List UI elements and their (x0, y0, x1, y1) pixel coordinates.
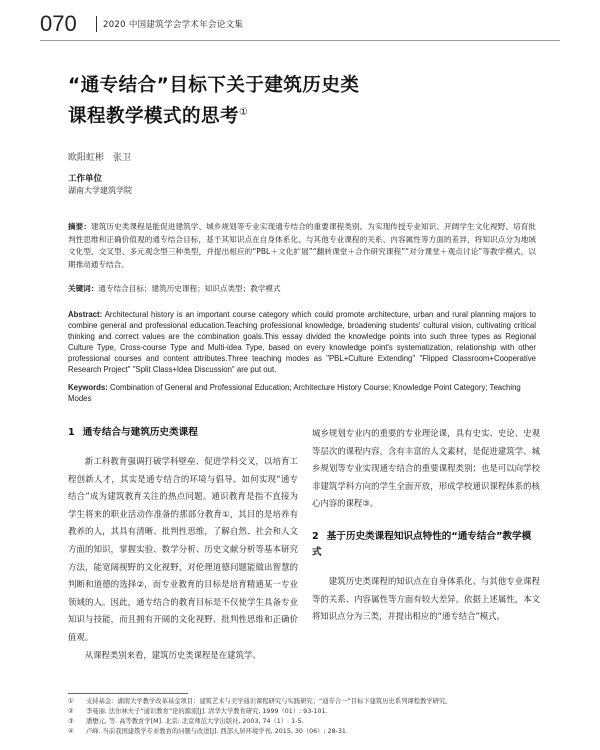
section-1-title: 通专结合与建筑历史类课程 (82, 427, 198, 438)
body-column-left (68, 425, 298, 664)
page-header (40, 10, 560, 38)
journal-title: 2020 中国建筑学会学术年会论文集 (103, 20, 244, 30)
footnote-mark: ③ (68, 718, 74, 725)
affiliation-name: 湖南大学建筑学院 (68, 186, 132, 195)
footnote-mark: ① (68, 698, 74, 705)
abstract-english (68, 309, 536, 375)
title-line-2 (68, 99, 528, 130)
footnote-item (68, 727, 538, 737)
title-line-1: “通专结合”目标下关于建筑历史类 (68, 75, 360, 96)
footnote-text: 潘懋元, 等. 高等教育学[M]. 北京: 北京师范大学出版社, 2003, 74（1）: 1-5. (86, 718, 304, 725)
footnote-text: 李曼丽. 法尔林夫子“通识教育”论的源流[J]. 清华大学教育研究, 1999（01）: 93-101. (86, 708, 328, 715)
body-column-right (312, 425, 540, 626)
abstract-en-label: Abstract: (68, 310, 103, 319)
section-1-paragraph-1: 新工科教育强调打破学科壁垒、促进学科交叉，以培育工程创新人才，其实是通专结合的环境与倡导。如何实现“通专结合”成为建筑教育关注的热点问题。通识教育是指不直接为学生将来的职业活动作准备的那部分教育①，其目的是培养有教养的人，其具有清晰、批判性思维，了解自然、社会和人文方面的知识，掌握实验、数学分析、历史文献分析等基本研究方法，能宽阔视野的文化视野，对伦理道德问题能做出智慧的判断和道德的选择②，而专业教育的目标是培育精通某一专业领域的人。因此，通专结合的教育目标是不仅使学生具备专业知识与技能，而且拥有开阔的文化视野、批判性思维和正确价值观。 (68, 456, 298, 642)
footnote-mark: ④ (68, 728, 74, 735)
footnote-text: 支持基金：湖南大学教学改革基金项目：建筑艺术与美学通识课程研究与实践研究；“通专合一”目标下建筑历史系列课程教学研究。 (86, 698, 452, 705)
footnote-text: 卢峰. 当前我国建筑学专业教育的问题与改进[J]. 西部人居环境学刊, 2015, 30（06）: 28-31. (86, 728, 348, 735)
keywords-en-label: Keywords: (68, 383, 108, 392)
page-number: 070 (40, 11, 77, 36)
header-divider (96, 16, 97, 32)
footnote-item (68, 707, 538, 717)
section-2-heading (312, 529, 540, 561)
keywords-chinese (68, 283, 536, 294)
footnotes (68, 697, 538, 737)
footnote-item (68, 717, 538, 727)
paper-title (68, 72, 528, 130)
section-2-number: 2 (312, 530, 319, 542)
title-footnote-mark: ① (239, 107, 249, 118)
keywords-en-text: Combination of General and Professional Education; Architecture History Course; Knowledge Point Category; Teaching Modes (68, 383, 521, 403)
abstract-en-text: Architectural history is an important course category which could promote architecture, urban and rural planning majors to combine general and professional education.Teaching professional knowledge, broadening students' cultural vision, cultivating critical thinking and correct values are the combination goals.This essay divided the knowledge points into such three types as Regional Culture Type, Cross-course Type and Multi-idea Type, based on every knowledge point's systematization, relationship with other professional courses and content attributes.Three teaching modes as "PBL+Culture Extending" "Flipped Classroom+Cooperative Research Project" "Split Class+Idea Discussion" are put out. (68, 310, 536, 374)
title-line-2-text: 课程教学模式的思考 (68, 106, 240, 128)
abstract-cn-text: 建筑历史类课程是能促进建筑学、城乡规划等专业实现通专结合的重要课程类别。为实现传授专业知识、开阔学生文化视野、培育批判性思维和正确价值观的通专结合目标，基于其知识点在自身体系化、与其他专业课程的关系、内容属性等方面的差异，将知识点分为地域文化型、交叉型、多元观念型三种类型，并提出相应的“PBL＋文化扩展”“翻转课堂＋合作研究课程”“对分课堂＋观点讨论”等教学模式，以期推动通专结合。 (68, 222, 537, 269)
footnote-item (68, 697, 538, 707)
footnote-mark: ② (68, 708, 74, 715)
section-2-paragraph-1: 建筑历史类课程的知识点在自身体系化、与其他专业课程等的关系、内容属性等方面有较大差异。依据上述属性，本文将知识点分为三类，并提出相应的“通专结合”模式。 (312, 575, 540, 622)
keywords-cn-text: 通专结合目标；建筑历史课程；知识点类型；教学模式 (98, 284, 281, 293)
keywords-cn-label: 关键词： (68, 284, 99, 293)
footnote-rule (68, 693, 188, 694)
section-1-paragraph-2: 从课程类别来看，建筑历史类课程是在建筑学、 (84, 649, 261, 660)
keywords-english (68, 382, 536, 404)
header-rule (40, 40, 560, 41)
abstract-chinese (68, 221, 536, 271)
section-2-title: 基于历史类课程知识点特性的“通专结合”教学模式 (312, 530, 532, 558)
section-1-number: 1 (68, 427, 75, 438)
abstract-cn-label: 摘要： (68, 222, 92, 231)
author-list: 欧阳虹彬 张卫 (68, 153, 132, 163)
affiliation-label: 工作单位 (68, 174, 103, 184)
section-1-heading (68, 425, 298, 441)
section-1-continued-paragraph: 城乡规划专业内的重要的专业理论课，具有史实、史论、史观等层次的课程内容，含有丰富的人文素材，是促进建筑学、城乡规划等专业实现通专结合的重要课程类别；也是可以向学校非建筑学科方向的学生全面开放，形成学校通识课程体系的核心内容的课程③。 (312, 428, 540, 509)
